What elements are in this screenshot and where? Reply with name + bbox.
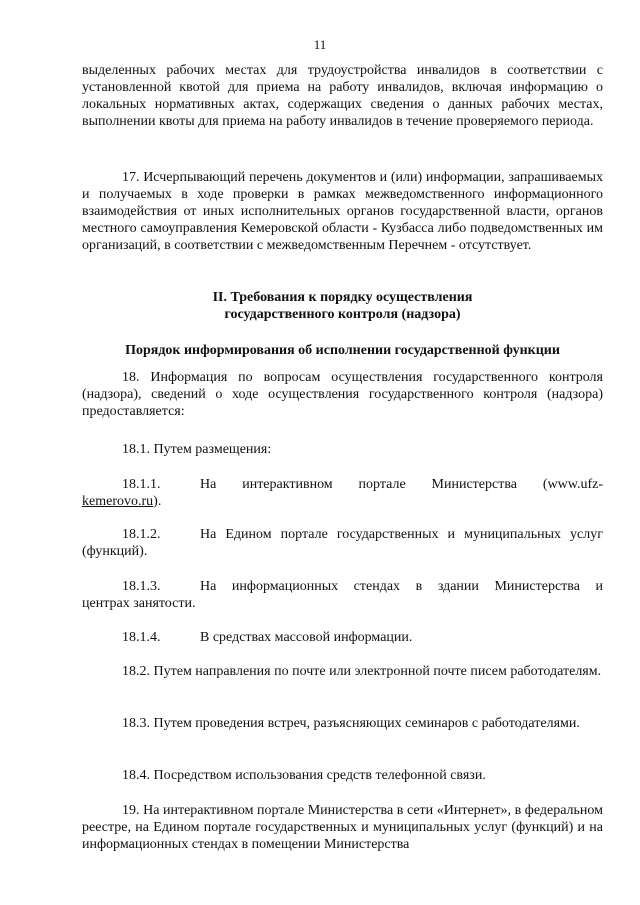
section-title-line-2: государственного контроля (надзора) [224,307,461,322]
paragraph-18-4: 18.4. Посредством использования средств телефонной связи. [122,768,486,783]
item-number: 18.1.3. [122,579,161,594]
item-text-continued: kemerovo.ru). [82,494,162,509]
item-text: В средствах массовой информации. [200,630,413,645]
paragraph-18-3: 18.3. Путем проведения встреч, разъясняющих семинаров с работодателями. [122,716,580,731]
page-number: 11 [313,37,327,52]
paragraph-18: 18. Информация по вопросам осуществления государственного контроля (надзора), сведений о ходе осуществления государственного контроля (надзора) предоставляется: [82,370,603,419]
list-item-18-1-3 [82,578,603,612]
item-text: На информационных стендах в здании Министерства и [200,579,603,594]
item-number: 18.1.4. [122,630,161,645]
paragraph-19: 19. На интерактивном портале Министерства в сети «Интернет», в федеральном реестре, на Едином портале государственных и муниципальных услуг (функций) и на информационных стендах в помещении Министерства [82,803,603,852]
paragraph-17: 17. Исчерпывающий перечень документов и (или) информации, запрашиваемых и получаемых в ходе проверки в рамках межведомственного информационного взаимодействия от иных исполнительных органов государственной власти, органов местного самоуправления Кемеровской области - Кузбасса либо подведомственных им организаций, в соответствии с межведомственным Перечнем - отсутствует. [82,170,603,253]
portal-link[interactable]: kemerovo.ru [82,494,154,509]
list-item-18-1-2 [82,526,603,560]
subsection-title: Порядок информирования об исполнении государственной функции [125,343,560,358]
item-text: На интерактивном портале Министерства (www.ufz- [200,477,603,492]
item-text-continued: центрах занятости. [82,596,196,611]
item-text-continued: (функций). [82,544,148,559]
section-title-line-1: II. Требования к порядку осуществления [212,290,473,305]
item-text: На Едином портале государственных и муниципальных услуг [200,527,603,542]
item-number: 18.1.2. [122,527,161,542]
paragraph-18-2: 18.2. Путем направления по почте или электронной почте писем работодателям. [122,664,602,679]
paragraph-continuation: выделенных рабочих местах для трудоустройства инвалидов в соответствии с установленной квотой для приема на работу инвалидов, включая информацию о локальных нормативных актах, содержащих сведения о данных рабочих местах, выполнении квоты для приема на работу инвалидов в течение проверяемого периода. [82,63,603,129]
list-item-18-1-1 [82,476,603,510]
paragraph-18-1: 18.1. Путем размещения: [122,442,272,457]
list-item-18-1-4 [82,629,603,646]
item-number: 18.1.1. [122,477,161,492]
